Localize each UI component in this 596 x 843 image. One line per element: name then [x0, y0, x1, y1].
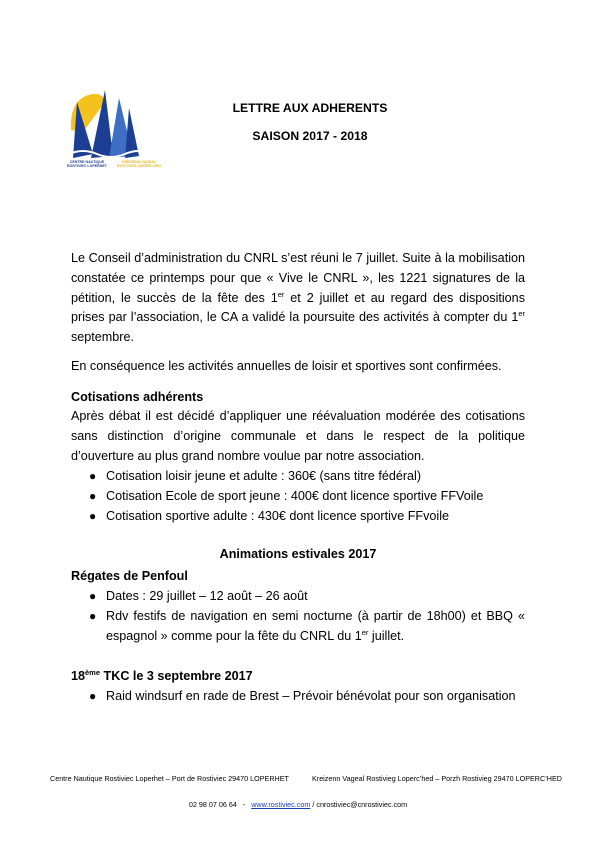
list-item: ● Cotisation sportive adulte : 430€ dont licence sportive FFvoile: [71, 507, 525, 527]
footer-email[interactable]: cnrostiviec@cnrostiviec.com: [316, 800, 408, 809]
intro-sup-1: er: [277, 289, 285, 299]
regates-list: [71, 587, 525, 646]
confirmation-paragraph: En conséquence les activités annuelles de loisir et sportives sont confirmées.: [71, 359, 502, 373]
animations-title: Animations estivales 2017: [219, 547, 377, 561]
intro-sup-2: er: [518, 309, 525, 319]
footer-separator: -: [242, 800, 246, 809]
regates-title: Régates de Penfoul: [71, 569, 188, 583]
list-item: ● Cotisation Ecole de sport jeune : 400€ dont licence sportive FFVoile: [71, 487, 525, 507]
cotisations-text: Après débat il est décidé d’appliquer une réévaluation modérée des cotisations sans distinction d’origine communale et dans le respect de la politique d’ouverture au plus grand nombre voulue par notre association.: [71, 409, 525, 463]
footer-address-br: Kreizenn Vageal Rostivieg Loperc’hed – Porzh Rostivieg 29470 LOPERC’HED: [312, 774, 562, 783]
logo-text-breton: KREIZENN VAGEAL ROSTIVIEG LOPERC'HED: [117, 160, 161, 169]
sail-logo-icon: [63, 84, 165, 160]
tkc-list: [71, 687, 525, 707]
list-item: ● Dates : 29 juillet – 12 août – 26 août: [71, 587, 525, 607]
bullet-icon: ●: [89, 488, 97, 503]
footer-address-fr: Centre Nautique Rostiviec Loperhet – Port de Rostiviec 29470 LOPERHET: [50, 774, 289, 783]
list-item: ● Cotisation loisir jeune et adulte : 360€ (sans titre fédéral): [71, 467, 525, 487]
bullet-icon: ●: [89, 508, 97, 523]
footer-phone: 02 98 07 06 64: [188, 800, 237, 809]
list-item: ● Rdv festifs de navigation en semi nocturne (à partir de 18h00) et BBQ « espagnol » comme pour la fête du CNRL du 1er juillet.: [89, 608, 525, 643]
season-title: SAISON 2017 - 2018: [252, 129, 368, 143]
footer-contact: 02 98 07 06 64 - www.rostiviec.com / cnrostiviec@cnrostiviec.com: [188, 800, 408, 809]
intro-text-1: Le Conseil d’administration du CNRL s’est réuni le 7 juillet. Suite à la mobilisation constatée ce printemps pour que « Vive le CNRL », les 1221 signatures de la pétition, le succès de la fête des 1: [71, 251, 525, 305]
bullet-icon: ●: [89, 589, 97, 603]
logo-text-french: CENTRE NAUTIQUE ROSTIVIEC LOPERHET: [67, 160, 107, 169]
club-logo: [63, 84, 165, 180]
tkc-title: 18ème TKC le 3 septembre 2017: [71, 668, 253, 683]
list-item: ● Raid windsurf en rade de Brest – Prévoir bénévolat pour son organisation: [71, 687, 525, 707]
cotisations-list: [71, 467, 525, 526]
intro-text-3: septembre.: [71, 330, 134, 345]
bullet-icon: ●: [89, 689, 97, 703]
bullet-icon: ●: [89, 608, 97, 623]
website-link[interactable]: www.rostiviec.com: [251, 800, 311, 809]
cotisations-title: Cotisations adhérents: [71, 390, 204, 404]
intro-text-2: et 2 juillet et au regard des dispositions prises par l’association, le CA a validé la poursuite des activités à compter du 1: [71, 290, 525, 325]
letter-title: LETTRE AUX ADHERENTS: [232, 101, 388, 115]
intro-paragraph: [71, 249, 525, 348]
bullet-icon: ●: [89, 469, 97, 483]
